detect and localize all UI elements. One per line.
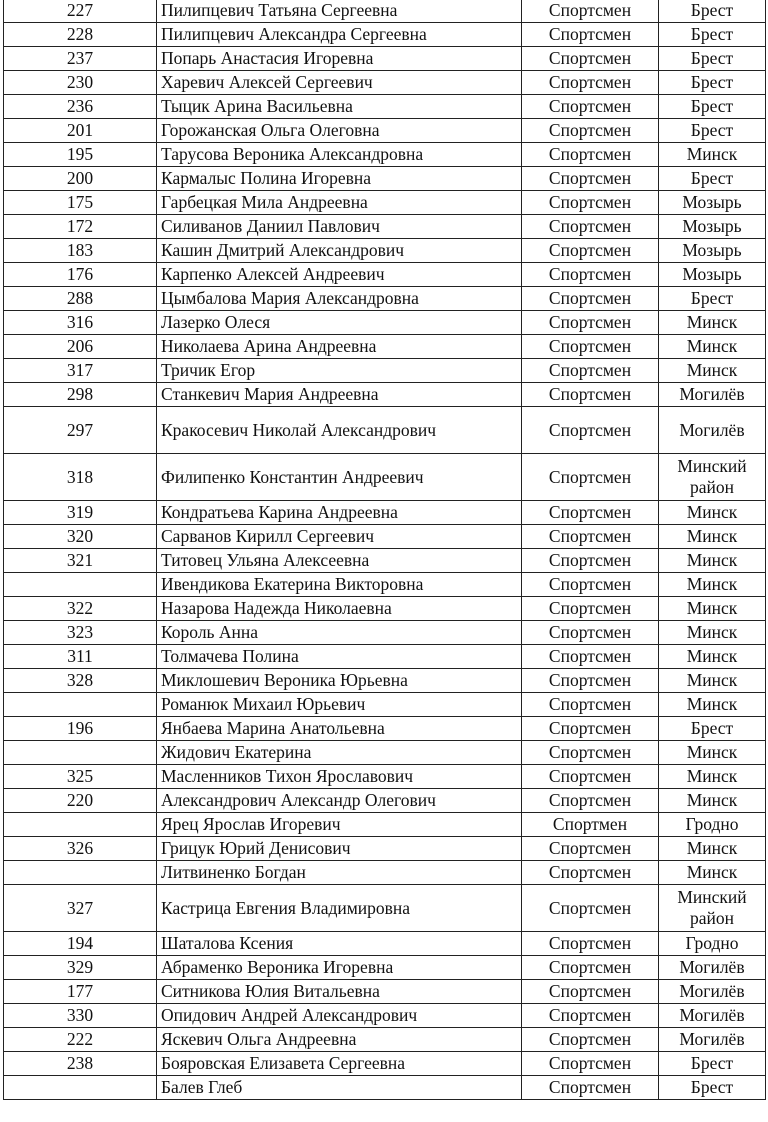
row-number-cell: 222 <box>4 1028 157 1052</box>
participant-name-cell: Попарь Анастасия Игоревна <box>157 47 522 71</box>
participant-city-cell: Минский район <box>659 454 766 501</box>
participant-city-cell: Минск <box>659 789 766 813</box>
participant-city-cell: Брест <box>659 717 766 741</box>
row-number-cell: 177 <box>4 980 157 1004</box>
participant-role-cell: Спортсмен <box>522 47 659 71</box>
table-row <box>4 717 766 741</box>
row-number-cell <box>4 573 157 597</box>
participant-name-cell: Пилипцевич Александра Сергеевна <box>157 23 522 47</box>
table-row <box>4 645 766 669</box>
participant-city-cell: Мозырь <box>659 263 766 287</box>
table-row <box>4 693 766 717</box>
table-row <box>4 95 766 119</box>
participant-city-cell: Могилёв <box>659 1028 766 1052</box>
participant-city-cell: Минск <box>659 765 766 789</box>
participant-role-cell: Спортсмен <box>522 597 659 621</box>
participant-role-cell: Спортсмен <box>522 765 659 789</box>
participant-city-cell: Могилёв <box>659 956 766 980</box>
table-row <box>4 263 766 287</box>
row-number-cell: 196 <box>4 717 157 741</box>
row-number-cell: 176 <box>4 263 157 287</box>
participant-name-cell: Балев Глеб <box>157 1076 522 1100</box>
participant-name-cell: Титовец Ульяна Алексеевна <box>157 549 522 573</box>
participant-name-cell: Опидович Андрей Александрович <box>157 1004 522 1028</box>
participant-name-cell: Бояровская Елизавета Сергеевна <box>157 1052 522 1076</box>
participant-city-cell: Минск <box>659 143 766 167</box>
participant-role-cell: Спортсмен <box>522 359 659 383</box>
participant-role-cell: Спортсмен <box>522 837 659 861</box>
table-row <box>4 359 766 383</box>
row-number-cell <box>4 1076 157 1100</box>
participant-city-cell: Могилёв <box>659 1004 766 1028</box>
row-number-cell: 237 <box>4 47 157 71</box>
table-row <box>4 1028 766 1052</box>
table-row <box>4 501 766 525</box>
participant-role-cell: Спортсмен <box>522 645 659 669</box>
participant-role-cell: Спортсмен <box>522 454 659 501</box>
participant-name-cell: Грицук Юрий Денисович <box>157 837 522 861</box>
row-number-cell <box>4 861 157 885</box>
participant-role-cell: Спортсмен <box>522 885 659 932</box>
participant-role-cell: Спортсмен <box>522 693 659 717</box>
table-row <box>4 621 766 645</box>
participant-role-cell: Спортсмен <box>522 95 659 119</box>
table-row <box>4 47 766 71</box>
table-row <box>4 191 766 215</box>
row-number-cell: 320 <box>4 525 157 549</box>
participant-city-cell: Мозырь <box>659 191 766 215</box>
table-row <box>4 741 766 765</box>
participant-name-cell: Король Анна <box>157 621 522 645</box>
participant-name-cell: Кашин Дмитрий Александрович <box>157 239 522 263</box>
participant-city-cell: Минск <box>659 669 766 693</box>
participant-role-cell: Спортсмен <box>522 1052 659 1076</box>
participant-name-cell: Сарванов Кирилл Сергеевич <box>157 525 522 549</box>
row-number-cell: 195 <box>4 143 157 167</box>
table-row <box>4 980 766 1004</box>
participant-role-cell: Спортсмен <box>522 215 659 239</box>
participant-name-cell: Жидович Екатерина <box>157 741 522 765</box>
participant-city-cell: Минск <box>659 549 766 573</box>
table-row <box>4 1004 766 1028</box>
participant-city-cell: Минск <box>659 741 766 765</box>
participant-city-cell: Могилёв <box>659 383 766 407</box>
participant-role-cell: Спортсмен <box>522 956 659 980</box>
participant-city-cell: Минск <box>659 837 766 861</box>
participant-city-cell: Минск <box>659 861 766 885</box>
participant-role-cell: Спортсмен <box>522 789 659 813</box>
participant-city-cell: Брест <box>659 0 766 23</box>
participant-name-cell: Харевич Алексей Сергеевич <box>157 71 522 95</box>
row-number-cell: 328 <box>4 669 157 693</box>
table-row <box>4 549 766 573</box>
table-row <box>4 765 766 789</box>
participant-name-cell: Миклошевич Вероника Юрьевна <box>157 669 522 693</box>
table-row <box>4 215 766 239</box>
participant-role-cell: Спортсмен <box>522 861 659 885</box>
table-row <box>4 1076 766 1100</box>
table-row <box>4 956 766 980</box>
participant-role-cell: Спортсмен <box>522 501 659 525</box>
row-number-cell: 323 <box>4 621 157 645</box>
participant-role-cell: Спортсмен <box>522 143 659 167</box>
row-number-cell: 316 <box>4 311 157 335</box>
table-row <box>4 597 766 621</box>
participant-name-cell: Николаева Арина Андреевна <box>157 335 522 359</box>
participant-city-cell: Брест <box>659 71 766 95</box>
row-number-cell: 326 <box>4 837 157 861</box>
participant-name-cell: Масленников Тихон Ярославович <box>157 765 522 789</box>
table-row <box>4 885 766 932</box>
row-number-cell: 288 <box>4 287 157 311</box>
table-row <box>4 861 766 885</box>
participant-name-cell: Романюк Михаил Юрьевич <box>157 693 522 717</box>
participant-role-cell: Спортсмен <box>522 1028 659 1052</box>
row-number-cell: 230 <box>4 71 157 95</box>
participant-name-cell: Филипенко Константин Андреевич <box>157 454 522 501</box>
participant-city-cell: Минск <box>659 525 766 549</box>
table-row <box>4 837 766 861</box>
participant-name-cell: Тыцик Арина Васильевна <box>157 95 522 119</box>
participant-role-cell: Спортсмен <box>522 71 659 95</box>
participant-role-cell: Спортсмен <box>522 525 659 549</box>
table-row <box>4 239 766 263</box>
participant-city-cell: Гродно <box>659 813 766 837</box>
row-number-cell: 298 <box>4 383 157 407</box>
participant-city-cell: Минск <box>659 335 766 359</box>
participant-city-cell: Брест <box>659 47 766 71</box>
participant-name-cell: Тричик Егор <box>157 359 522 383</box>
table-row <box>4 454 766 501</box>
row-number-cell <box>4 693 157 717</box>
participant-city-cell: Минск <box>659 645 766 669</box>
row-number-cell: 327 <box>4 885 157 932</box>
participant-role-cell: Спортсмен <box>522 191 659 215</box>
participant-role-cell: Спортсмен <box>522 717 659 741</box>
row-number-cell: 227 <box>4 0 157 23</box>
participant-name-cell: Кондратьева Карина Андреевна <box>157 501 522 525</box>
row-number-cell: 175 <box>4 191 157 215</box>
participant-name-cell: Янбаева Марина Анатольевна <box>157 717 522 741</box>
participant-role-cell: Спортсмен <box>522 669 659 693</box>
participant-role-cell: Спортсмен <box>522 383 659 407</box>
row-number-cell <box>4 741 157 765</box>
table-row <box>4 23 766 47</box>
participant-name-cell: Лазерко Олеся <box>157 311 522 335</box>
row-number-cell: 311 <box>4 645 157 669</box>
row-number-cell: 172 <box>4 215 157 239</box>
table-row <box>4 0 766 23</box>
participant-name-cell: Назарова Надежда Николаевна <box>157 597 522 621</box>
row-number-cell: 238 <box>4 1052 157 1076</box>
row-number-cell: 321 <box>4 549 157 573</box>
participant-role-cell: Спортсмен <box>522 167 659 191</box>
participant-role-cell: Спортсмен <box>522 239 659 263</box>
participant-city-cell: Минск <box>659 693 766 717</box>
participant-city-cell: Брест <box>659 287 766 311</box>
participant-name-cell: Пилипцевич Татьяна Сергеевна <box>157 0 522 23</box>
participant-name-cell: Цымбалова Мария Александровна <box>157 287 522 311</box>
participant-name-cell: Горожанская Ольга Олеговна <box>157 119 522 143</box>
participant-name-cell: Ярец Ярослав Игоревич <box>157 813 522 837</box>
table-row <box>4 407 766 454</box>
table-row <box>4 813 766 837</box>
participants-table-body <box>4 0 766 1100</box>
participant-name-cell: Ситникова Юлия Витальевна <box>157 980 522 1004</box>
participant-city-cell: Брест <box>659 95 766 119</box>
table-row <box>4 573 766 597</box>
row-number-cell: 183 <box>4 239 157 263</box>
table-row <box>4 287 766 311</box>
row-number-cell: 194 <box>4 932 157 956</box>
participant-city-cell: Могилёв <box>659 980 766 1004</box>
participant-role-cell: Спортсмен <box>522 1004 659 1028</box>
participant-role-cell: Спортсмен <box>522 311 659 335</box>
row-number-cell <box>4 813 157 837</box>
participant-role-cell: Спортсмен <box>522 932 659 956</box>
row-number-cell: 297 <box>4 407 157 454</box>
participant-name-cell: Александрович Александр Олегович <box>157 789 522 813</box>
row-number-cell: 236 <box>4 95 157 119</box>
participant-role-cell: Спортсмен <box>522 407 659 454</box>
participant-city-cell: Минск <box>659 501 766 525</box>
participant-name-cell: Кастрица Евгения Владимировна <box>157 885 522 932</box>
participant-role-cell: Спортсмен <box>522 621 659 645</box>
row-number-cell: 201 <box>4 119 157 143</box>
participant-name-cell: Абраменко Вероника Игоревна <box>157 956 522 980</box>
participant-role-cell: Спортсмен <box>522 741 659 765</box>
table-row <box>4 525 766 549</box>
table-row <box>4 167 766 191</box>
participant-city-cell: Мозырь <box>659 239 766 263</box>
participant-role-cell: Спортмен <box>522 813 659 837</box>
participant-city-cell: Гродно <box>659 932 766 956</box>
participant-city-cell: Брест <box>659 167 766 191</box>
participant-role-cell: Спортсмен <box>522 287 659 311</box>
row-number-cell: 319 <box>4 501 157 525</box>
participant-city-cell: Минск <box>659 597 766 621</box>
participant-name-cell: Силиванов Даниил Павлович <box>157 215 522 239</box>
participant-city-cell: Брест <box>659 23 766 47</box>
row-number-cell: 228 <box>4 23 157 47</box>
participant-role-cell: Спортсмен <box>522 573 659 597</box>
participant-name-cell: Станкевич Мария Андреевна <box>157 383 522 407</box>
row-number-cell: 317 <box>4 359 157 383</box>
participant-city-cell: Минск <box>659 573 766 597</box>
row-number-cell: 325 <box>4 765 157 789</box>
row-number-cell: 322 <box>4 597 157 621</box>
participant-city-cell: Могилёв <box>659 407 766 454</box>
participants-table <box>3 0 766 1100</box>
table-row <box>4 669 766 693</box>
participant-role-cell: Спортсмен <box>522 0 659 23</box>
participant-city-cell: Минск <box>659 311 766 335</box>
participant-city-cell: Брест <box>659 119 766 143</box>
participant-name-cell: Карпенко Алексей Андреевич <box>157 263 522 287</box>
row-number-cell: 200 <box>4 167 157 191</box>
participant-city-cell: Брест <box>659 1052 766 1076</box>
participant-role-cell: Спортсмен <box>522 1076 659 1100</box>
table-row <box>4 1052 766 1076</box>
participant-name-cell: Кракосевич Николай Александрович <box>157 407 522 454</box>
row-number-cell: 318 <box>4 454 157 501</box>
row-number-cell: 220 <box>4 789 157 813</box>
table-row <box>4 119 766 143</box>
participant-role-cell: Спортсмен <box>522 119 659 143</box>
participant-name-cell: Кармалыс Полина Игоревна <box>157 167 522 191</box>
participant-name-cell: Толмачева Полина <box>157 645 522 669</box>
participant-city-cell: Минск <box>659 621 766 645</box>
participant-city-cell: Мозырь <box>659 215 766 239</box>
table-row <box>4 789 766 813</box>
participant-role-cell: Спортсмен <box>522 549 659 573</box>
participant-role-cell: Спортсмен <box>522 335 659 359</box>
participant-role-cell: Спортсмен <box>522 23 659 47</box>
table-row <box>4 71 766 95</box>
participant-city-cell: Брест <box>659 1076 766 1100</box>
table-row <box>4 335 766 359</box>
row-number-cell: 330 <box>4 1004 157 1028</box>
participant-name-cell: Литвиненко Богдан <box>157 861 522 885</box>
participant-city-cell: Минский район <box>659 885 766 932</box>
row-number-cell: 329 <box>4 956 157 980</box>
table-row <box>4 143 766 167</box>
participant-name-cell: Яскевич Ольга Андреевна <box>157 1028 522 1052</box>
participant-name-cell: Гарбецкая Мила Андреевна <box>157 191 522 215</box>
participant-name-cell: Тарусова Вероника Александровна <box>157 143 522 167</box>
participant-role-cell: Спортсмен <box>522 980 659 1004</box>
table-row <box>4 932 766 956</box>
table-row <box>4 383 766 407</box>
row-number-cell: 206 <box>4 335 157 359</box>
participant-name-cell: Ивендикова Екатерина Викторовна <box>157 573 522 597</box>
participant-name-cell: Шаталова Ксения <box>157 932 522 956</box>
table-row <box>4 311 766 335</box>
participant-city-cell: Минск <box>659 359 766 383</box>
participant-role-cell: Спортсмен <box>522 263 659 287</box>
